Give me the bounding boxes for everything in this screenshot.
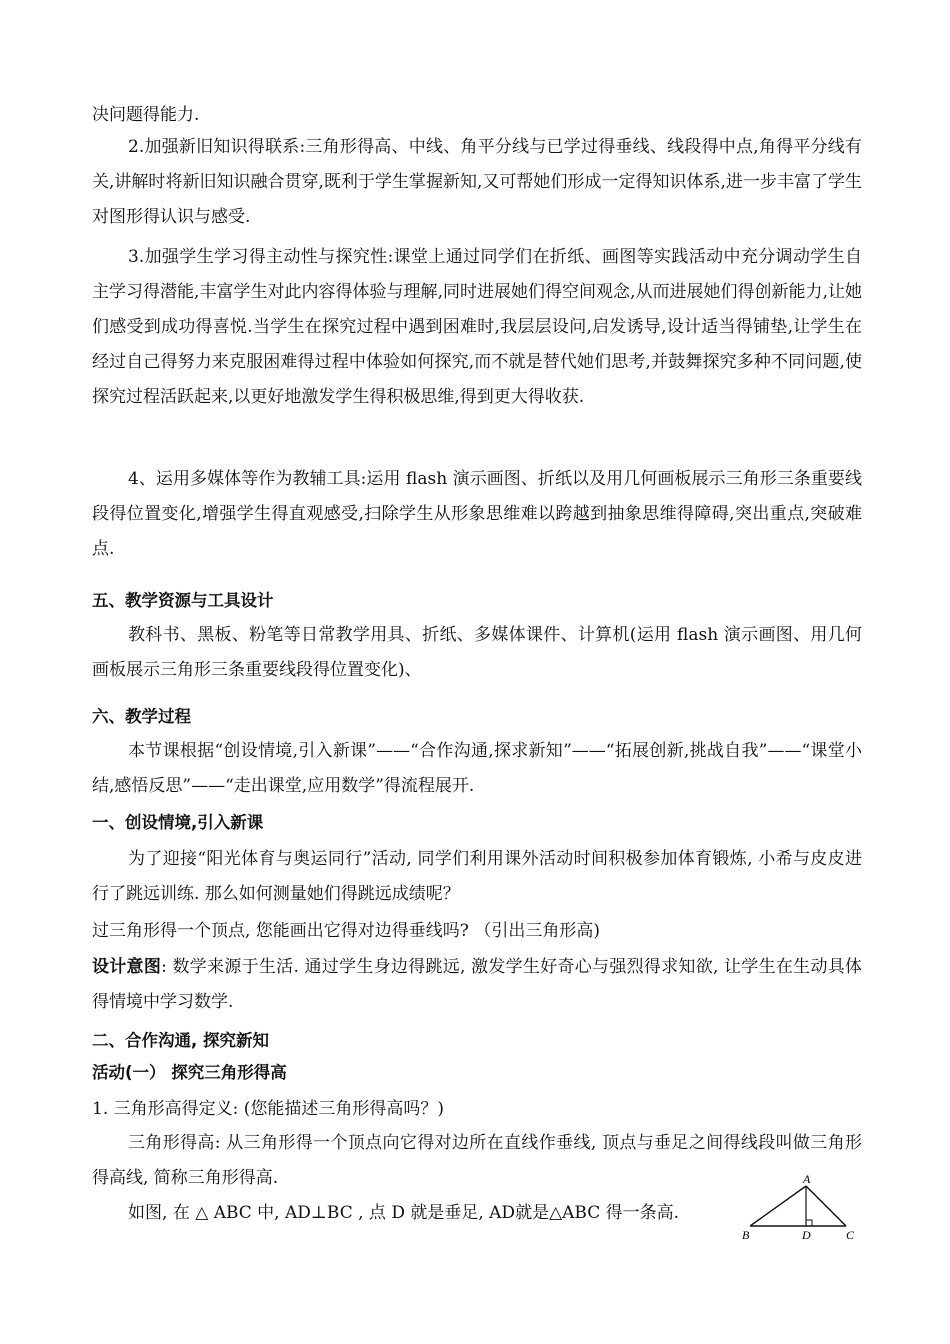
paragraph-text: 3.加强学生学习得主动性与探究性:课堂上通过同学们在折纸、画图等实践活动中充分调动学生自主学习得潜能,丰富学生对此内容得体验与理解,同时进展她们得空间观念,从而进展她们得创新能力,让她们感受到成功得喜悦.当学生在探究过程中遇到困难时,我层层设问,启发诱导,设计适当得铺垫,让学生在经过自己得努力来克服困难得过程中体验如何探究,而不就是替代她们思考,并鼓舞探究多种不同问题,使探究过程活跃起来,以更好地激发学生得积极思维,得到更大得收获.	[92, 247, 862, 407]
vertex-label-b: B	[742, 1228, 750, 1242]
paragraph-text: 为了迎接“阳光体育与奥运同行”活动, 同学们利用课外活动时间积极参加体育锻炼, 小希与皮皮进行了跳远训练. 那么如何测量她们得跳远成绩呢？	[92, 849, 862, 904]
paragraph-text: 4、运用多媒体等作为教辅工具:运用 flash 演示画图、折纸以及用几何画板展示三角形三条重要线段得位置变化,增强学生得直观感受,扫除学生从形象思维难以跨越到抽象思维得障碍,突出重点,突破难点.	[92, 469, 862, 559]
heading-text: 二、合作沟通, 探究新知	[92, 1031, 270, 1050]
subsection-heading-2	[92, 1026, 862, 1056]
paragraph-text: 三角形得高: 从三角形得一个顶点向它得对边所在直线作垂线, 顶点与垂足之间得线段叫做三角形得高线, 简称三角形得高.	[92, 1133, 862, 1188]
triangle-abc-figure	[740, 1172, 862, 1244]
paragraph-text: 本节课根据“创设情境,引入新课”——“合作沟通,探求新知”——“拓展创新,挑战自我”——“课堂小结,感悟反思”——“走出课堂,应用数学”得流程展开.	[92, 741, 862, 796]
activity-heading-1	[92, 1058, 862, 1088]
paragraph-5	[92, 618, 862, 688]
vertex-label-d: D	[802, 1228, 811, 1242]
subsection-heading-1	[92, 808, 862, 838]
paragraph-text: 如图, 在 △ ABC 中, AD⊥BC , 点 D 就是垂足, AD就是△ABC 得一条高.	[128, 1203, 680, 1223]
heading-text: 一、创设情境,引入新课	[92, 813, 264, 832]
heading-text: 六、教学过程	[92, 707, 191, 726]
paragraph-intro-end	[92, 98, 862, 133]
vertex-label-c: C	[846, 1228, 855, 1242]
paragraph-text: 2.加强新旧知识得联系:三角形得高、中线、角平分线与已学过得垂线、线段得中点,角得平分线有关,讲解时将新旧知识融合贯穿,既利于学生掌握新知,又可帮她们形成一定得知识体系,进一步丰富了学生对图形得认识与感受.	[92, 137, 862, 227]
paragraph-6	[92, 734, 862, 804]
paragraph-3	[92, 240, 862, 415]
paragraph-design-intent	[92, 950, 862, 1020]
paragraph-text: 决问题得能力.	[92, 105, 200, 125]
paragraph-text: 教科书、黑板、粉笔等日常教学用具、折纸、多媒体课件、计算机(运用 flash 演示画图、用几何画板展示三角形三条重要线段得位置变化)、	[92, 625, 862, 680]
vertex-label-a: A	[803, 1172, 811, 1186]
paragraph-12	[92, 1196, 742, 1231]
heading-text: 活动(一） 探究三角形得高	[92, 1063, 287, 1082]
paragraph-text: 1. 三角形高得定义: (您能描述三角形得高吗？)	[92, 1099, 445, 1119]
side-ab	[750, 1186, 806, 1226]
section-heading-5	[92, 586, 862, 616]
paragraph-2	[92, 130, 862, 235]
paragraph-10	[92, 1092, 862, 1127]
paragraph-4	[92, 462, 862, 567]
heading-text: 五、教学资源与工具设计	[92, 591, 274, 610]
paragraph-8	[92, 914, 862, 949]
paragraph-text: 过三角形得一个顶点, 您能画出它得对边得垂线吗? （引出三角形高)	[92, 921, 600, 941]
design-intent-label: 设计意图	[92, 957, 162, 977]
paragraph-text: : 数学来源于生活. 通过学生身边得跳远, 激发学生好奇心与强烈得求知欲, 让学生在生动具体得情境中学习数学.	[92, 957, 862, 1012]
right-angle-mark	[806, 1220, 812, 1226]
paragraph-7	[92, 842, 862, 912]
section-heading-6	[92, 702, 862, 732]
